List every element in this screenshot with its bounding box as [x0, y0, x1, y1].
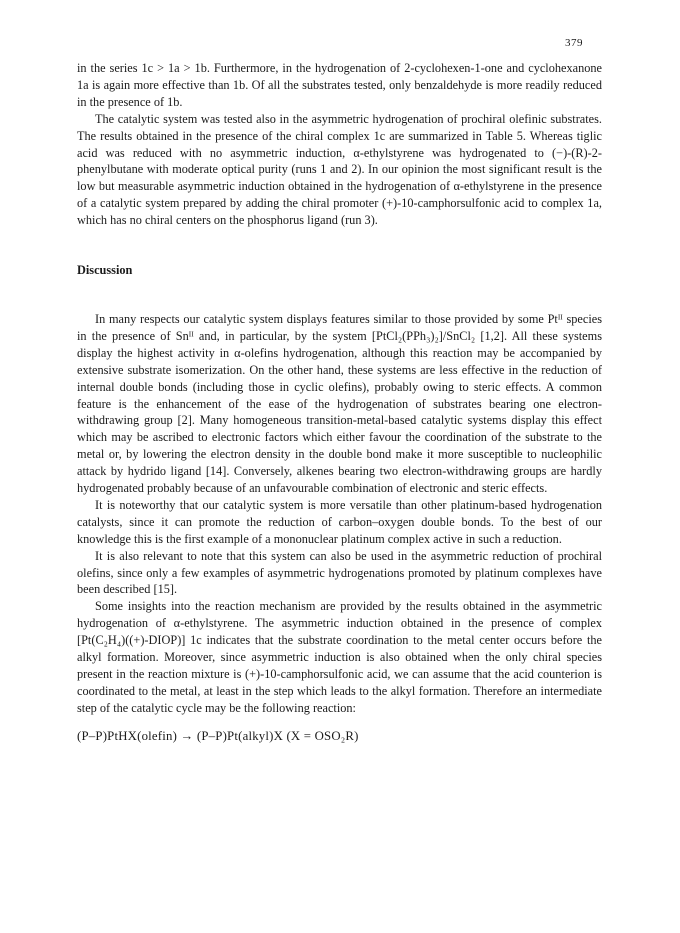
article-body: [77, 60, 602, 745]
paragraph-mechanism: Some insights into the reaction mechanism are provided by the results obtained in the asymmetric hydrogenation of α-ethylstyrene. The asymmetric induction obtained in the presence of complex [Pt(C₂H₄)((+)-DIOP)] 1c indicates that the substrate coordination to the metal center occurs before the alkyl formation. Moreover, since asymmetric induction is also obtained when the only chiral species present in the reaction mixture is (+)-10-camphorsulfonic acid, we can assume that the acid counterion is coordinated to the metal, at least in the step which leads to the alkyl formation. Therefore an intermediate step of the catalytic cycle may be the following reaction:: [77, 599, 602, 715]
reaction-equation: (P–P)PtHX(olefin) → (P–P)Pt(alkyl)X (X = OSO₂R): [77, 728, 359, 743]
paragraph-catalytic-features: In many respects our catalytic system displays features similar to those provided by some Ptᴵᴵ species in the presence of Snᴵᴵ and, in particular, by the system [PtCl₂(PPh₃)₂]/SnCl₂ [1,2]. All these systems display the highest activity in α-olefins hydrogenation, although this reaction may be accompanied by extensive substrate isomerization. On the other hand, these systems are less effective in the reduction of internal double bonds (including those in cyclic olefins), probably owing to steric effects. A common feature is the enhancement of the ease of the hydrogenation of substrates bearing one electron-withdrawing group [2]. Many homogeneous transition-metal-based catalytic systems display this effect which may be ascribed to electronic factors which either favour the coordination of the substrate to the metal or, by lowering the electron density in the double bond make it more susceptible to nucleophilic attack by hydrido ligand [14]. Conversely, alkenes bearing two electron-withdrawing groups are hardly hydrogenated probably because of an unfavourable combination of electronic and steric effects.: [77, 311, 602, 496]
section-heading-discussion: Discussion: [77, 263, 133, 278]
paragraph-versatility: It is noteworthy that our catalytic system is more versatile than other platinum-based hydrogenation catalysts, since it can promote the reduction of carbon–oxygen double bonds. To the best of our knowledge this is the first example of a mononuclear platinum complex active in such a reduction.: [77, 497, 602, 546]
paragraph-continuation: in the series 1c > 1a > 1b. Furthermore, in the hydrogenation of 2-cyclohexen-1-one and cyclohexanone 1a is again more effective than 1b. Of all the substrates tested, only benzaldehyde is more readily reduced in the presence of 1b.: [77, 61, 602, 109]
paragraph-prochiral-olefins: It is also relevant to note that this system can also be used in the asymmetric reduction of prochiral olefins, since only a few examples of asymmetric hydrogenations promoted by platinum complexes have been described [15].: [77, 548, 602, 597]
page-number: 379: [565, 37, 583, 49]
paragraph-asymmetric-hydrogenation: The catalytic system was tested also in the asymmetric hydrogenation of prochiral olefinic substrates. The results obtained in the presence of the chiral complex 1c are summarized in Table 5. Whereas tiglic acid was reduced with no asymmetric induction, α-ethylstyrene was hydrogenated to (−)-(R)-2-phenylbutane with moderate optical purity (runs 1 and 2). In our opinion the most significant result is the low but measurable asymmetric induction obtained in the hydrogenation of α-ethylstyrene in the presence of a catalytic system prepared by adding the chiral promoter (+)-10-camphorsulfonic acid to complex 1a, which has no chiral centers on the phosphorus ligand (run 3).: [77, 111, 602, 228]
